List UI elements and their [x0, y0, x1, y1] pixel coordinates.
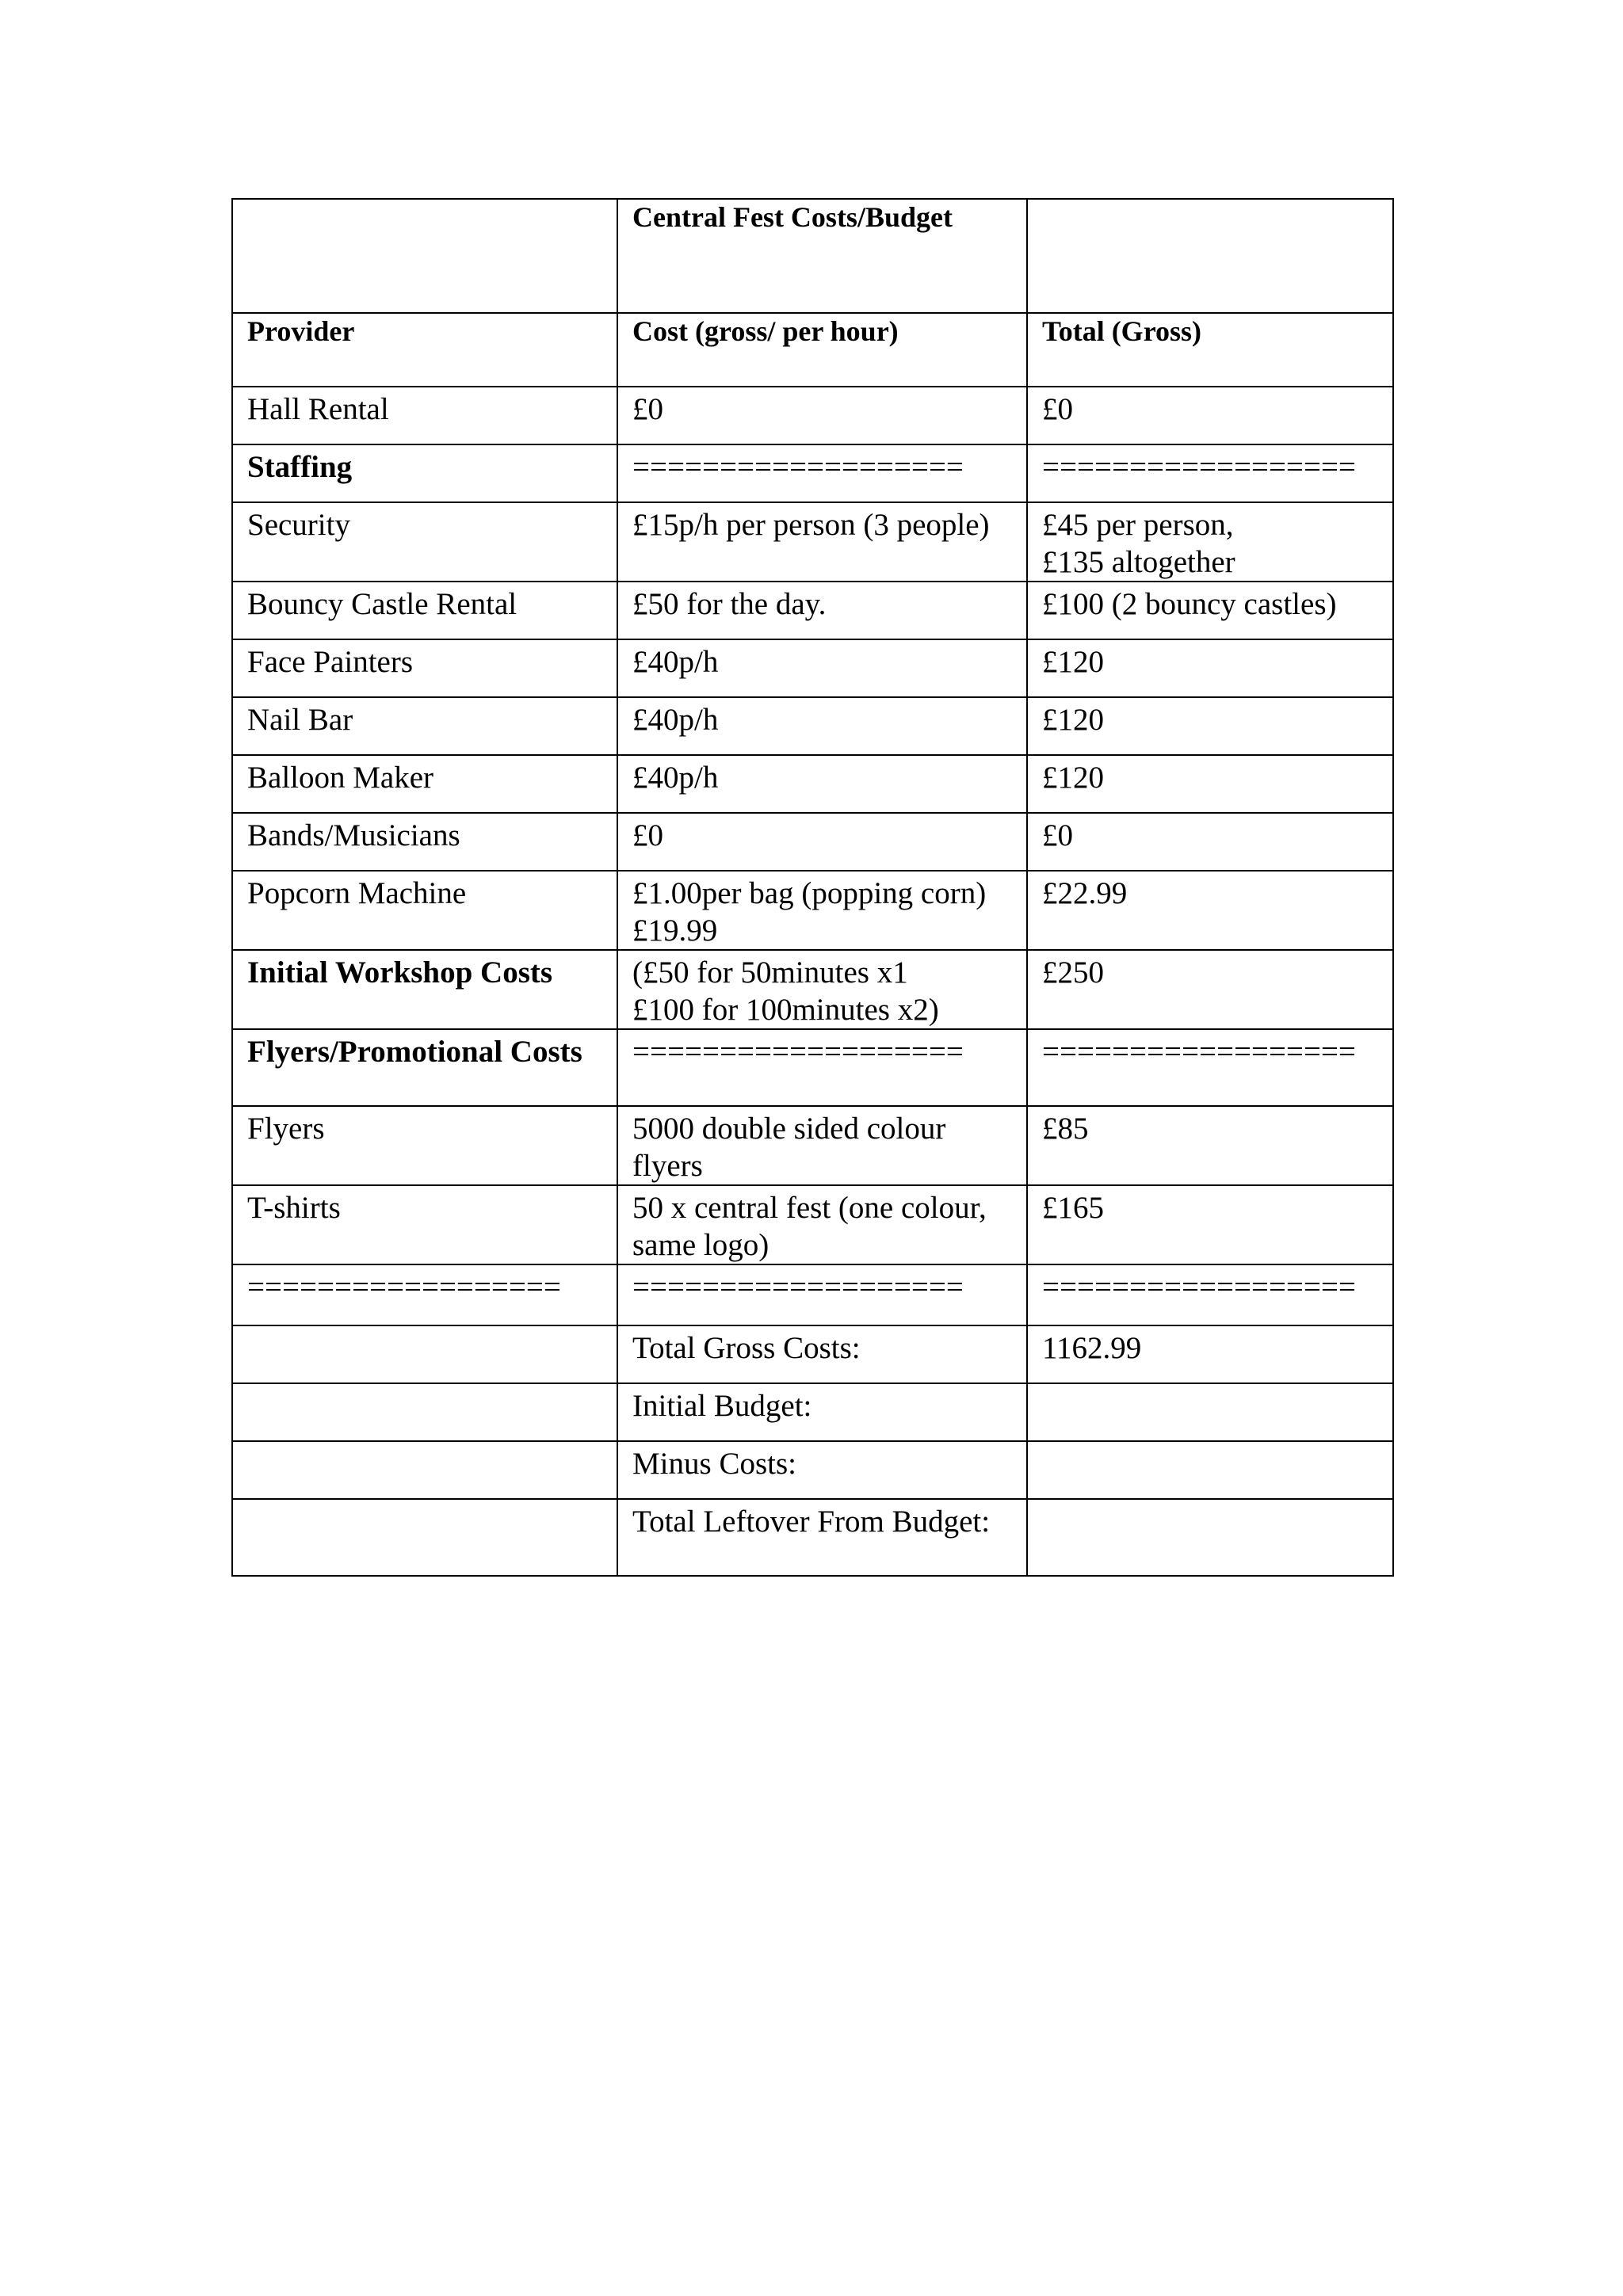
provider-cell: Hall Rental [232, 387, 617, 444]
summary-empty-cell [232, 1325, 617, 1383]
separator-cell: ================== [1027, 444, 1393, 502]
provider-cell: Popcorn Machine [232, 871, 617, 950]
table-row [232, 387, 1393, 444]
total-cell: £0 [1027, 387, 1393, 444]
summary-empty-cell [232, 1383, 617, 1441]
separator-cell: =================== [617, 444, 1027, 502]
provider-cell: Balloon Maker [232, 755, 617, 813]
table-row [232, 755, 1393, 813]
total-cell: £120 [1027, 697, 1393, 755]
total-cell: £22.99 [1027, 871, 1393, 950]
cost-line: £19.99 [632, 913, 718, 948]
separator-cell: ================== [1027, 1264, 1393, 1325]
summary-row [232, 1383, 1393, 1441]
provider-cell: Bands/Musicians [232, 813, 617, 871]
section-row-staffing [232, 444, 1393, 502]
cost-cell: £0 [617, 813, 1027, 871]
table-row [232, 871, 1393, 950]
provider-cell: Nail Bar [232, 697, 617, 755]
separator-cell: =================== [617, 1264, 1027, 1325]
table-row [232, 697, 1393, 755]
summary-row [232, 1325, 1393, 1383]
summary-label: Total Leftover From Budget: [617, 1499, 1027, 1576]
total-line: £135 altogether [1042, 545, 1235, 579]
table-row [232, 582, 1393, 639]
separator-cell: ================== [1027, 1029, 1393, 1106]
separator-row [232, 1264, 1393, 1325]
summary-label: Minus Costs: [617, 1441, 1027, 1499]
budget-table [231, 198, 1394, 1577]
provider-cell: Security [232, 502, 617, 582]
cost-line: (£50 for 50minutes x1 [632, 955, 908, 990]
cost-cell: £0 [617, 387, 1027, 444]
summary-label: Total Gross Costs: [617, 1325, 1027, 1383]
total-cell: £120 [1027, 639, 1393, 697]
separator-cell: =================== [617, 1029, 1027, 1106]
cost-cell [617, 871, 1027, 950]
summary-value [1027, 1441, 1393, 1499]
cost-cell: 5000 double sided colour flyers [617, 1106, 1027, 1185]
summary-value: 1162.99 [1027, 1325, 1393, 1383]
provider-cell: Bouncy Castle Rental [232, 582, 617, 639]
table-row [232, 1106, 1393, 1185]
summary-row [232, 1499, 1393, 1576]
summary-empty-cell [232, 1441, 617, 1499]
summary-row [232, 1441, 1393, 1499]
provider-cell: T-shirts [232, 1185, 617, 1264]
provider-cell: Initial Workshop Costs [232, 950, 617, 1029]
total-cell: £250 [1027, 950, 1393, 1029]
cost-cell: 50 x central fest (one colour, same logo) [617, 1185, 1027, 1264]
cost-cell: £40p/h [617, 755, 1027, 813]
total-cell: £100 (2 bouncy castles) [1027, 582, 1393, 639]
provider-cell: Face Painters [232, 639, 617, 697]
total-cell: £85 [1027, 1106, 1393, 1185]
table-title: Central Fest Costs/Budget [617, 199, 1027, 313]
title-row [232, 199, 1393, 313]
total-cell: £165 [1027, 1185, 1393, 1264]
cost-cell: £40p/h [617, 639, 1027, 697]
total-cell: £0 [1027, 813, 1393, 871]
summary-value [1027, 1499, 1393, 1576]
section-heading: Flyers/Promotional Costs [232, 1029, 617, 1106]
table-row [232, 950, 1393, 1029]
section-heading: Staffing [232, 444, 617, 502]
provider-cell: Flyers [232, 1106, 617, 1185]
total-line: £45 per person, [1042, 508, 1234, 542]
cost-cell [617, 950, 1027, 1029]
summary-empty-cell [232, 1499, 617, 1576]
title-cell-empty-right [1027, 199, 1393, 313]
table-row [232, 1185, 1393, 1264]
table-row [232, 502, 1393, 582]
title-cell-empty-left [232, 199, 617, 313]
cost-cell: £40p/h [617, 697, 1027, 755]
cost-line: £100 for 100minutes x2) [632, 993, 939, 1027]
header-provider: Provider [232, 313, 617, 387]
total-cell [1027, 502, 1393, 582]
cost-cell: £15p/h per person (3 people) [617, 502, 1027, 582]
summary-value [1027, 1383, 1393, 1441]
summary-label: Initial Budget: [617, 1383, 1027, 1441]
separator-cell: ================== [232, 1264, 617, 1325]
cost-cell: £50 for the day. [617, 582, 1027, 639]
section-row-promotional [232, 1029, 1393, 1106]
total-cell: £120 [1027, 755, 1393, 813]
cost-line: £1.00per bag (popping corn) [632, 876, 987, 910]
table-row [232, 639, 1393, 697]
header-row [232, 313, 1393, 387]
table-row [232, 813, 1393, 871]
header-total: Total (Gross) [1027, 313, 1393, 387]
header-cost: Cost (gross/ per hour) [617, 313, 1027, 387]
